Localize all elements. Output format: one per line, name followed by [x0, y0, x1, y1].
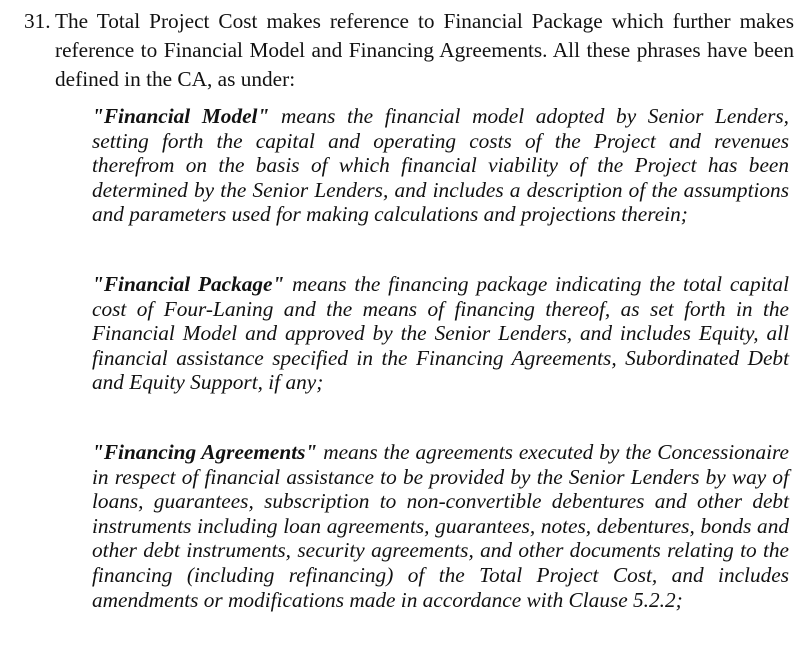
definition-term: "Financial Model"	[92, 104, 270, 128]
definition-term: "Financial Package"	[92, 272, 285, 296]
paragraph-number: 31.	[24, 9, 51, 33]
definition-financing-agreements	[92, 440, 789, 612]
paragraph-text: The Total Project Cost makes reference to Financial Package which further makes reference to Financial Model and Financing Agreements. All these phrases have been defined in the CA, as under:	[55, 9, 794, 91]
definition-financial-package	[92, 272, 789, 395]
definition-term: "Financing Agreements"	[92, 440, 318, 464]
paragraph-31	[24, 7, 794, 94]
definition-financial-model	[92, 104, 789, 227]
definition-text: means the agreements executed by the Concessionaire in respect of financial assistance to be provided by the Senior Lenders by way of loans, guarantees, subscription to non-convertible debentures and other debt instruments including loan agreements, guarantees, notes, debentures, bonds and other debt instruments, security agreements, and other documents relating to the financing (including refinancing) of the Total Project Cost, and includes amendments or modifications made in accordance with Clause 5.2.2;	[92, 440, 789, 612]
definition-text: means the financial model adopted by Senior Lenders, setting forth the capital and operating costs of the Project and revenues therefrom on the basis of which financial viability of the Project has been determined by the Senior Lenders, and includes a description of the assumptions and parameters used for making calculations and projections therein;	[92, 104, 790, 227]
definition-text: means the financing package indicating the total capital cost of Four-Laning and the means of financing thereof, as set forth in the Financial Model and approved by the Senior Lenders, and includes Equity, all financial assistance specified in the Financing Agreements, Subordinated Debt and Equity Support, if any;	[92, 272, 789, 395]
